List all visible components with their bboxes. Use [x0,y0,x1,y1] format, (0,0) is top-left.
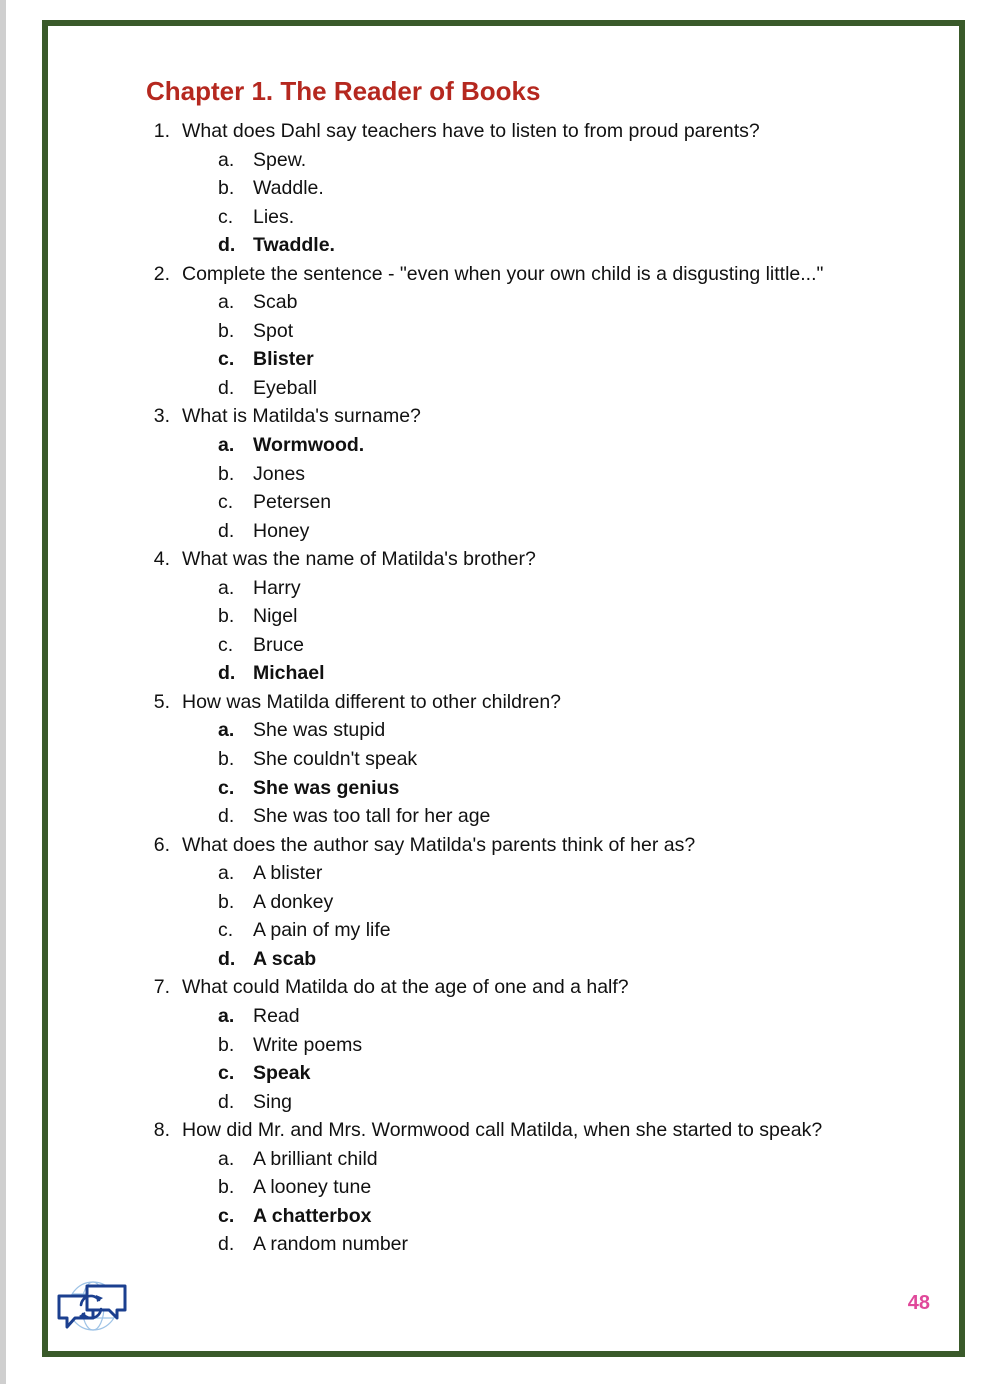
option-letter: d. [218,662,236,685]
option-letter: c. [218,1062,235,1085]
option-text: She was too tall for her age [253,805,491,828]
answer-option-correct [182,231,823,260]
answer-option [182,745,823,774]
answer-option [182,374,823,403]
answer-option [182,460,823,489]
option-text: Spot [253,319,294,342]
option-text: She couldn't speak [253,748,418,771]
question-text: What could Matilda do at the age of one and a half? [182,976,629,999]
option-letter: b. [218,1176,235,1199]
option-text: Speak [253,1062,311,1085]
answer-option [182,1230,823,1259]
answer-option [182,916,823,945]
question-number: 6. [153,833,170,856]
option-text: A blister [253,862,323,885]
question-7 [146,973,823,1116]
option-letter: a. [218,434,235,457]
answer-option [182,888,823,917]
answer-option-correct [182,1202,823,1231]
option-text: Harry [253,576,301,599]
answer-option [182,146,823,175]
answer-option [182,859,823,888]
option-text: Eyeball [253,376,317,399]
option-text: Waddle. [253,177,324,200]
option-text: A pain of my life [253,919,391,942]
option-letter: d. [218,1090,235,1113]
question-text: What is Matilda's surname? [182,405,421,428]
option-text: She was stupid [253,719,386,742]
option-letter: c. [218,205,234,228]
option-text: A looney tune [253,1176,372,1199]
option-letter: d. [218,519,235,542]
answer-option [182,1031,823,1060]
answer-option [182,574,823,603]
answer-option [182,1002,823,1031]
question-number: 5. [153,690,170,713]
question-5 [146,688,823,831]
question-text: Complete the sentence - "even when your own child is a disgusting little..." [182,262,824,285]
option-letter: c. [218,633,234,656]
option-text: Twaddle. [253,234,335,257]
option-text: A scab [253,947,317,970]
answer-option-correct [182,774,823,803]
document-page [6,0,1002,1384]
question-number: 1. [153,120,170,142]
option-text: Wormwood. [253,434,365,457]
option-letter: d. [218,376,235,399]
answer-option [182,317,823,346]
question-2 [146,260,823,403]
option-letter: a. [218,1004,235,1027]
option-text: Blister [253,348,314,371]
answer-option [182,288,823,317]
question-number: 4. [153,548,170,571]
answer-option-correct [182,431,823,460]
question-text: How was Matilda different to other children? [182,690,562,713]
option-letter: d. [218,947,236,970]
option-text: A brilliant child [253,1147,378,1170]
option-letter: c. [218,776,235,799]
option-letter: b. [218,748,235,771]
option-letter: a. [218,1147,235,1170]
question-3 [146,402,823,545]
option-text: She was genius [253,776,400,799]
answer-option-correct [182,345,823,374]
answer-option [182,488,823,517]
option-letter: b. [218,605,235,628]
option-text: Read [253,1004,300,1027]
answer-options [182,716,823,830]
option-letter: b. [218,177,235,200]
question-text: What was the name of Matilda's brother? [182,548,536,571]
answer-option [182,602,823,631]
answer-option [182,1145,823,1174]
option-letter: c. [218,919,234,942]
option-text: Michael [253,662,325,685]
answer-option [182,174,823,203]
option-text: Nigel [253,605,298,628]
question-6 [146,831,823,974]
option-letter: c. [218,491,234,514]
option-letter: b. [218,319,235,342]
option-letter: c. [218,348,235,371]
question-8 [146,1116,823,1259]
question-1 [146,117,823,260]
option-letter: d. [218,1233,235,1256]
option-text: Bruce [253,633,304,656]
option-text: Jones [253,462,306,485]
answer-option-correct [182,659,823,688]
speech-bubbles-refresh-icon [51,1278,133,1340]
answer-option [182,631,823,660]
answer-option [182,1088,823,1117]
answer-option [182,203,823,232]
answer-options [182,859,823,973]
page-number: 48 [907,1292,930,1314]
answer-options [182,288,823,402]
chapter-title: Chapter 1. The Reader of Books [146,76,541,106]
answer-options [182,431,823,545]
option-text: A random number [253,1233,409,1256]
option-letter: c. [218,1204,235,1227]
question-number: 7. [153,976,170,999]
option-letter: d. [218,234,236,257]
answer-option [182,802,823,831]
option-letter: a. [218,148,235,171]
option-text: Honey [253,519,310,542]
question-text: How did Mr. and Mrs. Wormwood call Matilda, when she started to speak? [182,1119,823,1142]
option-text: Write poems [253,1033,363,1056]
question-text: What does the author say Matilda's parents think of her as? [182,833,696,856]
answer-option [182,716,823,745]
option-letter: b. [218,1033,235,1056]
answer-options [182,574,823,688]
answer-options [182,146,823,260]
quiz-list [146,117,823,1259]
answer-option-correct [182,945,823,974]
option-text: Spew. [253,148,307,171]
option-letter: a. [218,862,235,885]
option-text: Petersen [253,491,332,514]
question-4 [146,545,823,688]
answer-options [182,1002,823,1116]
option-text: A donkey [253,890,334,913]
answer-option-correct [182,1059,823,1088]
question-number: 8. [153,1119,170,1142]
option-letter: b. [218,462,235,485]
option-letter: a. [218,291,235,314]
option-text: Sing [253,1090,293,1113]
option-text: Lies. [253,205,295,228]
answer-option [182,517,823,546]
option-letter: a. [218,576,235,599]
option-letter: d. [218,805,235,828]
question-number: 3. [153,405,170,428]
answer-options [182,1145,823,1259]
option-text: A chatterbox [253,1204,372,1227]
option-letter: b. [218,890,235,913]
question-text: What does Dahl say teachers have to listen to from proud parents? [182,120,760,142]
question-number: 2. [153,262,170,285]
option-letter: a. [218,719,235,742]
answer-option [182,1173,823,1202]
option-text: Scab [253,291,298,314]
